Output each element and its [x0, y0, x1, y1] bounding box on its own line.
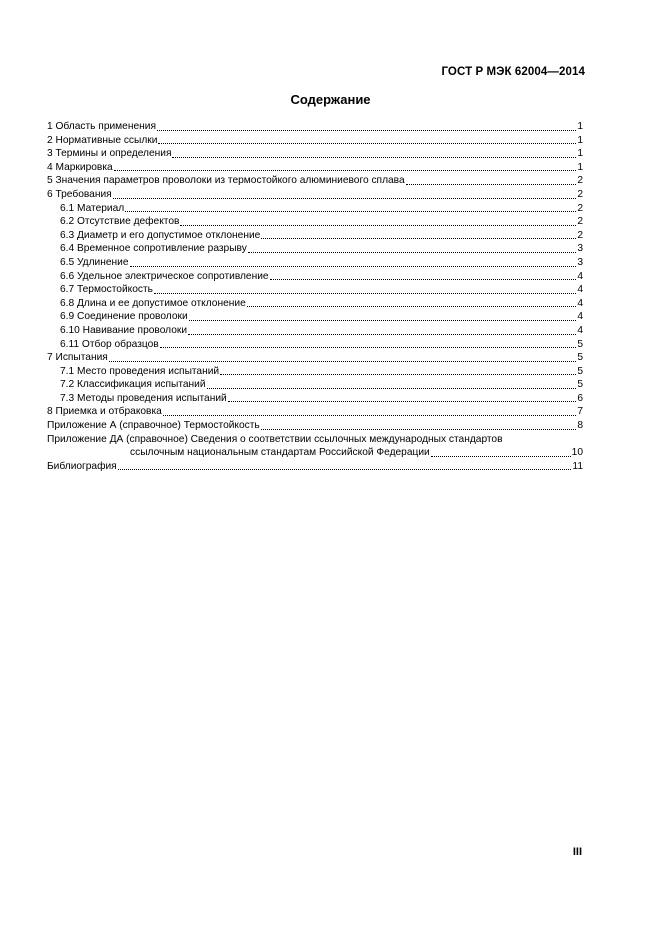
toc-entry-page: 5	[577, 365, 583, 377]
dot-leader	[157, 130, 576, 131]
toc-entry-label: Приложение ДА (справочное) Сведения о соответствии ссылочных международных стандартов	[47, 433, 503, 445]
dot-leader	[109, 361, 577, 362]
toc-entry-appendix-da-cont[interactable]	[47, 446, 583, 460]
toc-entry-page: 5	[577, 338, 583, 350]
toc-entry-label: 7.3 Методы проведения испытаний	[60, 392, 227, 404]
dot-leader	[180, 225, 576, 226]
toc-entry-page: 4	[577, 324, 583, 336]
toc-entry-page: 8	[577, 420, 583, 432]
toc-entry-page: 4	[577, 270, 583, 282]
dot-leader	[118, 469, 572, 470]
dot-leader	[431, 456, 571, 457]
dot-leader	[228, 401, 577, 402]
toc-entry-label: 7.1 Место проведения испытаний	[60, 365, 220, 377]
toc-entry[interactable]	[47, 351, 583, 365]
toc-entry-bibliography[interactable]	[47, 460, 583, 474]
toc-entry-page: 1	[577, 121, 583, 132]
toc-entry-label: ссылочным национальным стандартам Российской Федерации	[130, 447, 430, 459]
dot-leader	[172, 157, 576, 158]
toc-entry-label: 8 Приемка и отбраковка	[47, 406, 162, 418]
toc-entry-page: 3	[577, 243, 583, 255]
toc-entry-label: 6.9 Соединение проволоки	[60, 311, 188, 323]
toc-entry-label: 6.1 Материал	[60, 202, 125, 214]
toc-entry-appendix-da[interactable]	[47, 433, 583, 447]
toc-entry[interactable]	[47, 147, 583, 161]
dot-leader	[163, 415, 577, 416]
toc-entry-page: 11	[572, 460, 583, 472]
toc-entry-page: 1	[577, 148, 583, 160]
toc-entry-page: 7	[577, 406, 583, 418]
toc-entry-label: 6.4 Временное сопротивление разрыву	[60, 243, 247, 255]
dot-leader	[125, 211, 576, 212]
toc-entry[interactable]	[47, 256, 583, 270]
toc-entry[interactable]	[47, 378, 583, 392]
toc-entry-page: 10	[571, 447, 583, 459]
dot-leader	[160, 347, 577, 348]
dot-leader	[114, 170, 577, 171]
toc-entry-page: 4	[577, 297, 583, 309]
dot-leader	[220, 374, 576, 375]
toc-entry[interactable]	[47, 310, 583, 324]
dot-leader	[247, 306, 577, 307]
toc-entry[interactable]	[47, 297, 583, 311]
table-of-contents	[47, 120, 583, 473]
toc-entry[interactable]	[47, 215, 583, 229]
toc-entry[interactable]	[47, 134, 583, 148]
toc-entry-label: 7.2 Классификация испытаний	[60, 379, 206, 391]
toc-entry-label: 2 Нормативные ссылки	[47, 134, 158, 146]
toc-entry[interactable]	[47, 188, 583, 202]
toc-entry-label: 7 Испытания	[47, 352, 108, 364]
dot-leader	[189, 320, 577, 321]
toc-entry-page: 5	[577, 379, 583, 391]
toc-entry[interactable]	[47, 405, 583, 419]
dot-leader	[261, 429, 577, 430]
toc-entry[interactable]	[47, 283, 583, 297]
dot-leader	[130, 266, 577, 267]
toc-entry[interactable]	[47, 338, 583, 352]
toc-entry[interactable]	[47, 392, 583, 406]
toc-entry-label: 1 Область применения	[47, 121, 156, 132]
toc-entry-page: 4	[577, 284, 583, 296]
dot-leader	[113, 198, 577, 199]
toc-entry[interactable]	[47, 161, 583, 175]
toc-entry-page: 2	[577, 175, 583, 187]
toc-entry-label: 4 Маркировка	[47, 161, 113, 173]
dot-leader	[154, 293, 576, 294]
toc-entry-label: 6.8 Длина и ее допустимое отклонение	[60, 297, 246, 309]
toc-entry-label: 6 Требования	[47, 188, 112, 200]
dot-leader	[207, 388, 577, 389]
toc-entry-label: 6.10 Навивание проволоки	[60, 324, 188, 336]
document-id: ГОСТ Р МЭК 62004—2014	[441, 66, 585, 78]
dot-leader	[248, 252, 577, 253]
toc-entry-page: 4	[577, 311, 583, 323]
toc-entry-page: 2	[577, 202, 583, 214]
dot-leader	[270, 279, 577, 280]
toc-entry[interactable]	[47, 365, 583, 379]
toc-entry[interactable]	[47, 120, 583, 134]
page-number: III	[572, 846, 582, 858]
toc-entry-page: 1	[577, 161, 583, 173]
toc-entry-page: 1	[577, 134, 583, 146]
toc-entry-page: 3	[577, 256, 583, 268]
toc-entry[interactable]	[47, 324, 583, 338]
toc-entry-label: Приложение А (справочное) Термостойкость	[47, 420, 260, 432]
toc-entry-page: 2	[577, 188, 583, 200]
dot-leader	[188, 334, 576, 335]
toc-entry-label: 6.3 Диаметр и его допустимое отклонение	[60, 229, 261, 241]
toc-entry[interactable]	[47, 202, 583, 216]
toc-entry[interactable]	[47, 270, 583, 284]
toc-entry-label: 6.7 Термостойкость	[60, 284, 153, 296]
toc-entry-page: 2	[577, 216, 583, 228]
toc-entry-label: 5 Значения параметров проволоки из термостойкого алюминиевого сплава	[47, 175, 405, 187]
toc-entry-label: 3 Термины и определения	[47, 148, 172, 160]
dot-leader	[158, 143, 576, 144]
toc-entry-label: 6.2 Отсутствие дефектов	[60, 216, 180, 228]
dot-leader	[406, 184, 577, 185]
toc-entry-label: 6.6 Удельное электрическое сопротивление	[60, 270, 269, 282]
page-title: Содержание	[290, 92, 371, 107]
toc-entry[interactable]	[47, 229, 583, 243]
toc-entry-page: 2	[577, 229, 583, 241]
toc-entry[interactable]	[47, 174, 583, 188]
toc-entry-label: 6.5 Удлинение	[60, 256, 129, 268]
toc-entry[interactable]	[47, 419, 583, 433]
dot-leader	[261, 238, 576, 239]
toc-entry-label: Библиография	[47, 460, 117, 472]
toc-entry-page: 5	[577, 352, 583, 364]
toc-entry-page: 6	[577, 392, 583, 404]
toc-entry[interactable]	[47, 242, 583, 256]
toc-entry-label: 6.11 Отбор образцов	[60, 338, 159, 350]
